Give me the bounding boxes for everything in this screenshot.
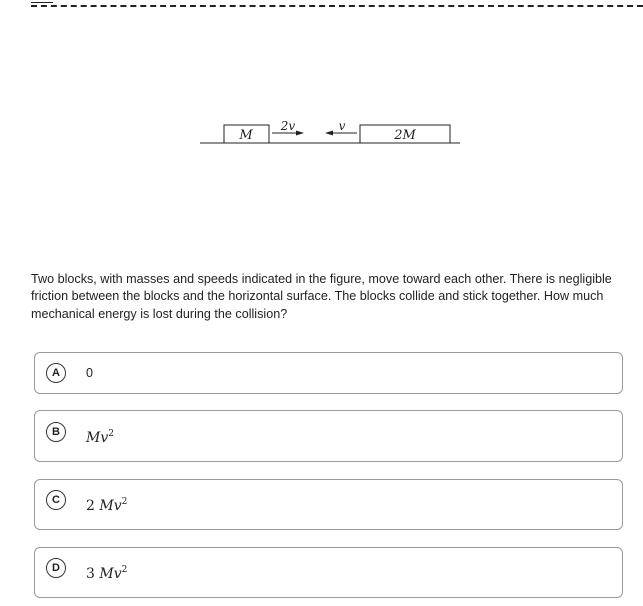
header-rule: [31, 2, 53, 3]
choice-d-exp: 2: [121, 565, 128, 575]
question-text: Two blocks, with masses and speeds indicated in the figure, move toward each other. There is negligible friction between the blocks and the horizontal surface. The blocks collide and stick together. How much mechanical energy is lost during the collision?: [31, 272, 612, 321]
arrow-left-head: [325, 131, 333, 136]
choice-c[interactable]: [34, 479, 623, 530]
block-right-label: 2M: [394, 128, 416, 143]
choice-c-var: v: [113, 498, 122, 514]
choice-a-text: [86, 366, 93, 380]
choice-c-coef: 2: [86, 498, 100, 514]
choice-c-text: [86, 497, 127, 514]
choice-b-text: [86, 429, 114, 446]
arrow-right-head: [296, 131, 304, 136]
choice-d-mass: M: [99, 566, 114, 582]
choice-d[interactable]: [34, 547, 623, 598]
collision-figure: [195, 115, 465, 151]
choice-d-var: v: [113, 566, 122, 582]
dashed-divider: [31, 5, 643, 11]
velocity-left-label: 2v: [280, 119, 296, 133]
choice-c-letter: C: [46, 490, 66, 510]
choice-b-exp: 2: [108, 429, 114, 439]
choice-a[interactable]: [34, 352, 623, 394]
choice-c-exp: 2: [121, 497, 128, 507]
choice-d-coef: 3: [86, 566, 100, 582]
choice-d-text: [86, 565, 127, 582]
choice-c-mass: M: [99, 498, 114, 514]
choice-d-letter: D: [46, 558, 66, 578]
choice-b-var: v: [100, 430, 109, 446]
choice-b-letter: B: [46, 422, 66, 442]
choice-b-mass: M: [86, 430, 101, 446]
choice-a-plain: 0: [86, 366, 93, 380]
choice-b[interactable]: [34, 410, 623, 462]
velocity-right-label: v: [338, 119, 346, 133]
block-left-label: M: [239, 128, 253, 143]
choice-a-letter: A: [46, 363, 66, 383]
